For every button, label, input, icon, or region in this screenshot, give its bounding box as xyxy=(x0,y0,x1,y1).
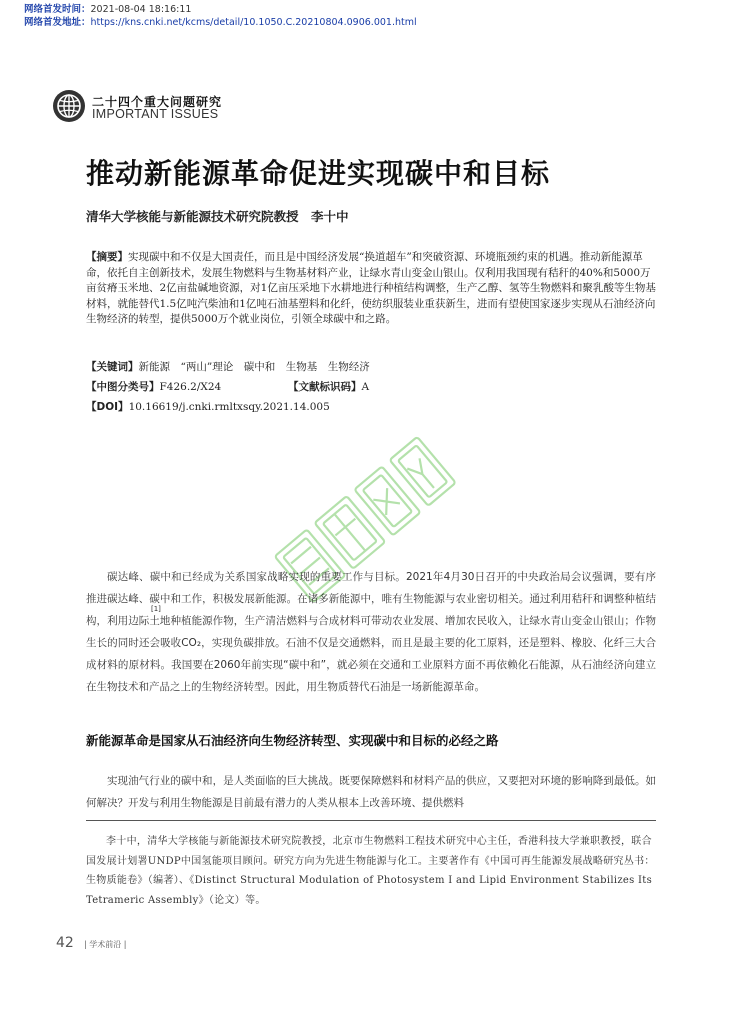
article-title: 推动新能源革命促进实现碳中和目标 xyxy=(86,157,551,190)
page-number: 42 xyxy=(56,935,74,951)
publication-meta xyxy=(24,3,417,29)
body-paragraph-2: 实现油气行业的碳中和，是人类面临的巨大挑战。既要保障燃料和材料产品的供应，又要把对环境的影响降到最低。如何解决？开发与利用生物能源是目前最有潜力的人类从根本上改善环境、提供燃料 xyxy=(86,775,656,809)
author-footnote: 李十中，清华大学核能与新能源技术研究院教授，北京市生物燃料工程技术研究中心主任，香港科技大学兼职教授，联合国发展计划署UNDP中国氢能项目顾问。研究方向为先进生物能源与化工。主要著作有《中国可再生能源发展战略研究丛书：生物质能卷》（编著）、《Distinct Structural Modulation of Photosystem I and Lipid Environment Stabilizes Its Tetrameric Assembly》（论文）等。 xyxy=(86,836,655,906)
publish-url-line xyxy=(24,16,417,29)
keywords xyxy=(86,360,370,375)
journal-name: | 学术前沿 | xyxy=(84,940,127,949)
keywords-tag: 【关键词】 xyxy=(86,361,139,373)
article-author: 清华大学核能与新能源技术研究院教授 李十中 xyxy=(86,209,349,224)
classification-line xyxy=(86,380,656,395)
document-code-tag: 【文献标识码】 xyxy=(288,381,362,393)
classification-tag: 【中图分类号】 xyxy=(86,381,160,393)
reference-marker: [1] xyxy=(151,605,161,613)
classification-text: F426.2/X24 xyxy=(159,381,222,393)
body-paragraph-1 xyxy=(86,566,656,698)
publish-time-label: 网络首发时间： xyxy=(24,4,91,15)
publish-url-link[interactable]: https://kns.cnki.net/kcms/detail/10.1050.C.20210804.0906.001.html xyxy=(90,17,417,28)
doi-text: 10.16619/j.cnki.rmltxsqy.2021.14.005 xyxy=(128,401,330,413)
body-paragraph-1-text: 碳达峰、碳中和已经成为关系国家战略实现的重要工作与目标。2021年4月30日召开的中央政治局会议强调，要有序推进碳达峰、碳中和工作，积极发展新能源。在诸多新能源中，唯有生物能源与农业密切相关。通过利用秸秆和调整种植结构，利用边际土地种植能源作物，生产清洁燃料与合成材料可带动农业发展、增加农民收入，让绿水青山变金山银山；作物生长的同时还会吸收CO₂，实现负碳排放。石油不仅是交通燃料，而且是最主要的化工原料，还是塑料、橡胶、化纤三大合成材料的原材料。我国要在2060年前实现“碳中和”，就必须在交通和工业原料方面不再依赖化石能源，从石油经济向建立在生物技术和产品之上的生物经济转型。因此，用生物质替代石油是一场新能源革命。 xyxy=(86,571,656,693)
abstract-text: 实现碳中和不仅是大国责任，而且是中国经济发展“换道超车”和突破资源、环境瓶颈约束的机遇。推动新能源革命，依托自主创新技术，发展生物燃料与生物基材料产业，让绿水青山变金山银山。仅利用我国现有秸秆的40%和5000万亩贫瘠玉米地、2亿亩盐碱地资源，对1亿亩压采地下水耕地进行种植结构调整，生产乙醇、氢等生物燃料和聚乳酸等生物基材料，就能替代1.5亿吨汽柴油和1亿吨石油基塑料和化纤，使纺织服装业重获新生，进而有望使国家逐步实现从石油经济向生物经济的转型，提供5000万个就业岗位，引领全球碳中和之路。 xyxy=(86,251,656,326)
abstract-tag: 【摘要】 xyxy=(86,251,128,263)
keywords-text: 新能源 “两山”理论 碳中和 生物基 生物经济 xyxy=(138,361,370,373)
section-heading: 新能源革命是国家从石油经济向生物经济转型、实现碳中和目标的必经之路 xyxy=(86,733,499,748)
publish-time-value: 2021-08-04 18:16:11 xyxy=(90,4,192,15)
publish-time-line xyxy=(24,3,417,16)
section-title-cn: 二十四个重大问题研究 xyxy=(92,95,223,109)
section-title-en: IMPORTANT ISSUES xyxy=(92,107,219,121)
doi-tag: 【DOI】 xyxy=(86,401,129,413)
abstract xyxy=(86,250,656,328)
publish-url-label: 网络首发地址： xyxy=(24,17,91,28)
globe-icon xyxy=(52,89,86,123)
document-code-text: A xyxy=(361,381,370,393)
footnote-divider xyxy=(86,820,656,821)
